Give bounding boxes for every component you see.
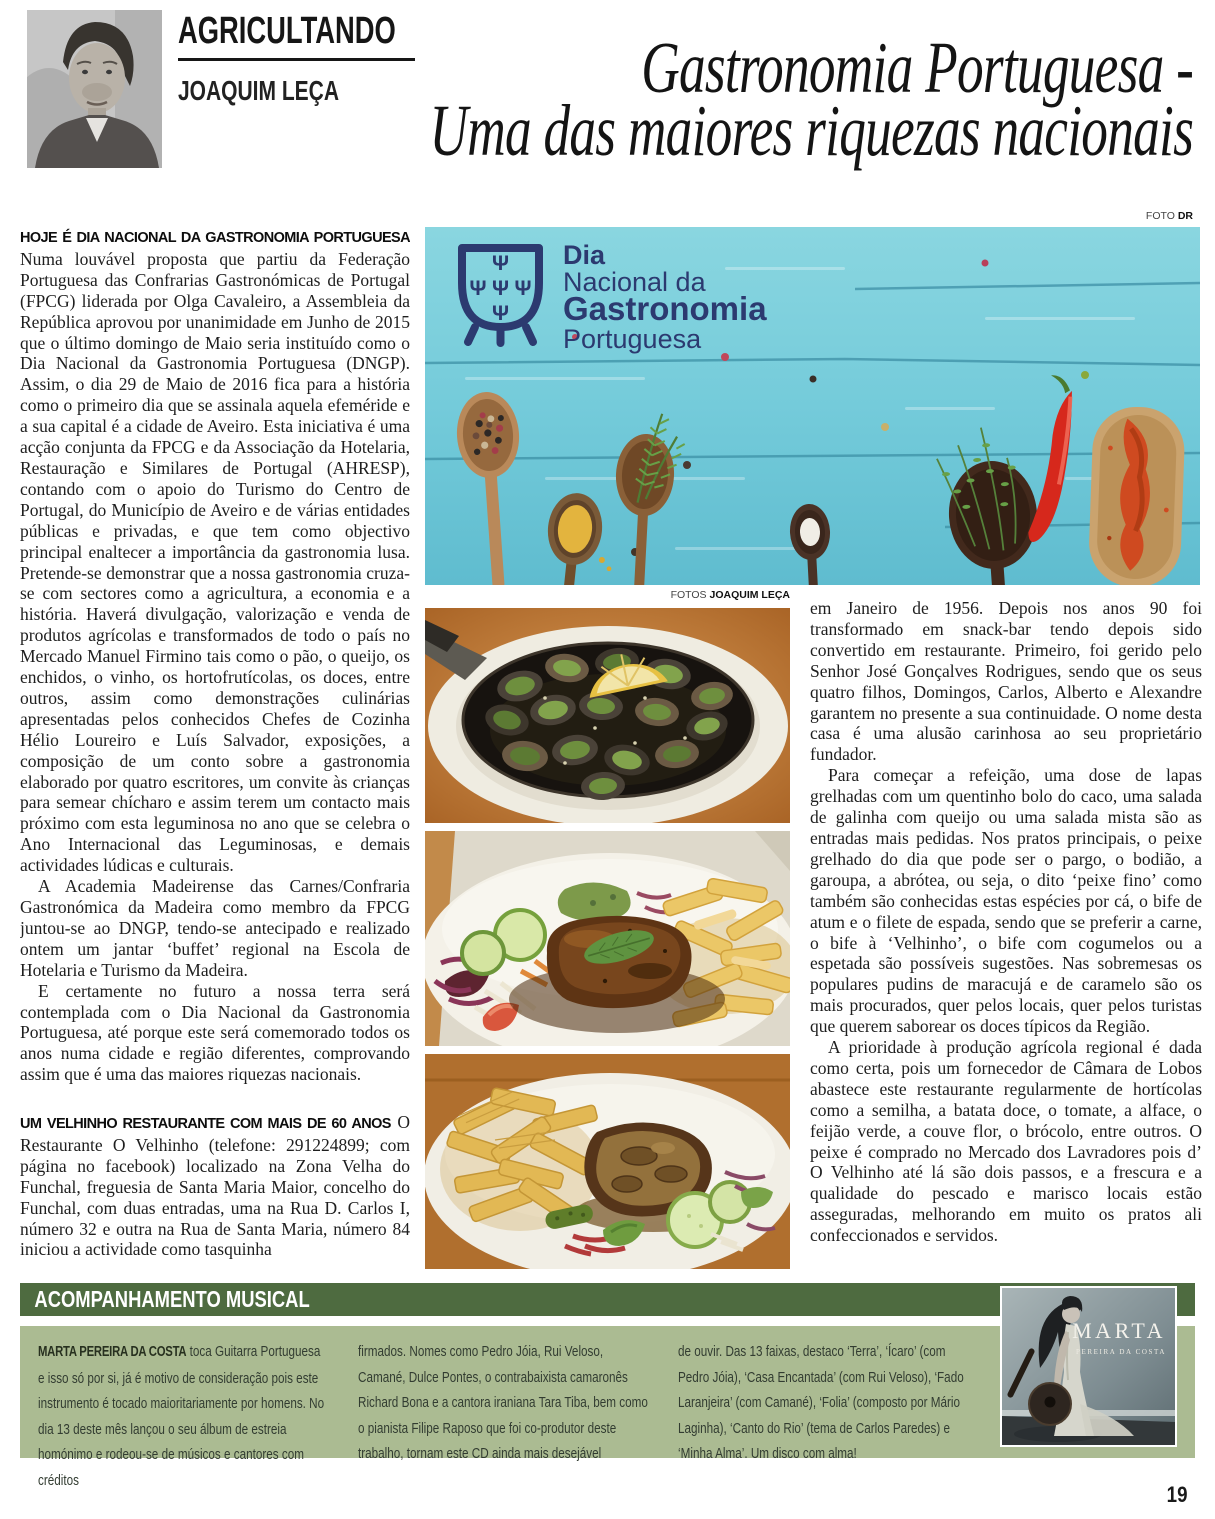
photo-credit-name: DR	[1177, 210, 1193, 222]
article-paragraph	[20, 1112, 410, 1260]
article-paragraph: E certamente no futuro a nossa terra será contemplada com o Dia Nacional da Gastronomia Portuguesa, até porque este será comemorado todos os anos numa cidade e região diferentes, comprovando assim que é uma das maiores riquezas nacionais.	[20, 980, 410, 1085]
main-photo	[425, 227, 1200, 585]
logo-text-nacional-da: Nacional da	[563, 267, 706, 297]
article-paragraph: A prioridade à produção agrícola regional é dada como certa, pois um fornecedor de Câmara de Lobos abastece este restaurante regularmente de hortícolas como a semilha, a batata doce, o tomate, a alface, o feijão verde, a couve flor, o brócolo, entre outros. O peixe é comprado no Mercado dos Lavradores pois d’ O Velhinho até lá são dois passos, e a frescura e a qualidade do pescado e marisco locais estão asseguradas, melhorando em muito os pratos ali confeccionados e servidos.	[810, 1037, 1202, 1246]
article-paragraph	[20, 226, 410, 876]
section-lead-in: HOJE É DIA NACIONAL DA GASTRONOMIA PORTUGUESA	[20, 230, 410, 246]
photo-credit-main	[1146, 210, 1193, 222]
paragraph-text: O Restaurante O Velhinho (telefone: 291224899; com página no facebook) localizado na Zona Velha do Funchal, freguesia de Santa Maria Maior, concelho do Funchal, com duas entradas, uma na Rua D. Carlos I, número 32 e outra na Rua de Santa Maria, número 84 iniciou a actividade como tasquinha	[20, 1112, 410, 1260]
headline-line-2: Uma das maiores riquezas nacionais	[429, 90, 1193, 171]
section-lead-in: UM VELHINHO RESTAURANTE COM MAIS DE 60 ANOS	[20, 1116, 391, 1132]
logo-text-gastronomia: Gastronomia	[563, 290, 767, 327]
photo-credit-prefix: FOTOS	[670, 589, 707, 601]
fork-icon: Ψ	[469, 277, 487, 300]
food-photo-grilled-limpets	[425, 608, 790, 823]
paprika-scoop	[1088, 405, 1186, 585]
music-column-3: de ouvir. Das 13 faixas, destaco ‘Terra’, ‘Ícaro’ (com Pedro Jóia), ‘Casa Encantada’ (com Rui Veloso), ‘Fado Laranjeira’ (com Camané), ‘Folia’ (composto por Mário Laginha), ‘Canto do Rio’ (tema de Carlos Paredes) e ‘Minha Alma’. Um disco com alma!	[678, 1343, 964, 1462]
fork-icon: Ψ	[492, 302, 509, 325]
album-cover	[1000, 1286, 1177, 1447]
photo-credit-food	[425, 589, 790, 601]
photo-credit-name: JOAQUIM LEÇA	[709, 589, 790, 601]
logo-text-portuguesa: Portuguesa	[563, 324, 702, 354]
column-author: JOAQUIM LEÇA	[178, 75, 340, 106]
author-portrait-image	[27, 10, 162, 168]
paragraph-text: Numa louvável proposta que partiu da Federação Portuguesa das Confrarias Gastronómicas de Portugal (FPCG) liderada por Olga Cavaleiro, a Assembleia da República aprovou por unanimidade em Junho de 2015 que o último domingo de Maio seria instituído como o Dia Nacional da Gastronomia Portuguesa (DNGP). Assim, o dia 29 de Maio de 2016 fica para a história como o primeiro dia que se assinala aquela efeméride e a sua capital é a cidade de Aveiro. Esta iniciativa é uma acção conjunta da FPCG e da Associação da Hotelaria, Restauração e Similares de Portugal (AHRESP), contando com o apoio do Turismo do Centro de Portugal, do Município de Aveiro e de várias entidades públicas e privadas, e que tem como objectivo principal enaltecer a importância da gastronomia lusa. Pretende-se demonstrar que a nossa gastronomia cruza-se com sectores como a agricultura, a economia e a história. Haverá divulgação, valorização e venda de produtos agrícolas e transformados de todo o país no Mercado Manuel Firmino tais como o pão, o queijo, os enchidos, o vinho, os hortofrutícolas, os doces, entre outros, assim como demonstrações culinárias apresentadas pelos conhecidos Chefes de Cozinha Hélio Loureiro e Luís Salvador, exposições, a composição de um conto sobre a gastronomia elaborado por quatro escritores, um convite às crianças para semear chícharo e assim terem um contacto mais próximo com esta leguminosa no ano que se celebra o Ano Internacional das Leguminosas, e demais actividades lúdicas e culturais.	[20, 248, 410, 876]
logo-text-dia: Dia	[563, 240, 606, 270]
article-right-column	[810, 598, 1202, 1270]
article-left-column-continued	[20, 1112, 410, 1272]
album-title: MARTA	[1072, 1318, 1166, 1343]
column-rule	[178, 58, 415, 61]
music-section-title: ACOMPANHAMENTO MUSICAL	[34, 1286, 310, 1312]
music-column-1	[38, 1339, 330, 1493]
food-photo-steak-mushroom	[425, 1054, 790, 1269]
fork-icon: Ψ	[514, 277, 532, 300]
article-paragraph: em Janeiro de 1956. Depois nos anos 90 foi transformado em snack-bar tendo depois sido convertido em restaurante. Primeiro, foi gerido pelo Senhor José Gonçalves Rodrigues, sendo que os seus quatro filhos, Domingos, Carlos, Alberto e Alexandre garantem no presente a sua continuidade. O nome desta casa é uma alusão carinhosa ao seu proprietário fundador.	[810, 598, 1202, 765]
food-photo-steak-basil	[425, 831, 790, 1046]
music-text: toca Guitarra Portuguesa e isso só por si, já é motivo de consideração pois este instrumento é tocado maioritariamente por homens. No dia 13 deste mês lançou o seu álbum de estreia homónimo e rodeou-se de músicos e cantores com créditos	[38, 1343, 325, 1489]
fork-icon: Ψ	[492, 252, 509, 275]
music-column-2: firmados. Nomes como Pedro Jóia, Rui Veloso, Camané, Dulce Pontes, o contrabaixista camaronês Richard Bona e a cantora iraniana Tara Tiba, bem como o pianista Filipe Raposo que foi co-produtor deste trabalho, tornam este CD ainda mais desejável	[358, 1343, 648, 1462]
fork-icon: Ψ	[492, 277, 509, 300]
page-number: 19	[1166, 1482, 1187, 1507]
album-subtitle: PEREIRA DA COSTA	[1076, 1348, 1166, 1356]
author-portrait	[27, 10, 162, 168]
column-title: AGRICULTANDO	[178, 10, 396, 52]
article-paragraph: A Academia Madeirense das Carnes/Confraria Gastronómica da Madeira como membro da FPCG juntou-se ao DNGP, tendo-se antecipado e realizado ontem um jantar ‘buffet’ regional na Escola de Hotelaria e Turismo da Madeira.	[20, 876, 410, 980]
photo-credit-prefix: FOTO	[1145, 210, 1175, 222]
headline-line-1: Gastronomia Portuguesa -	[641, 27, 1193, 108]
article-left-column	[20, 226, 410, 1110]
music-lead-in: MARTA PEREIRA DA COSTA	[38, 1344, 187, 1360]
headline	[429, 27, 1193, 171]
article-paragraph: Para começar a refeição, uma dose de lapas grelhadas com um quentinho bolo do caco, uma salada de galinha com queijo ou uma salada mista são as entradas mais pedidas. Nos pratos principais, o peixe grelhado do dia que pode ser o pargo, o bodião, a garoupa, a abrótea, ou seja, o dito ‘peixe fino’ como também são conhecidas estas espécies por cá, o bife de atum e o filete de espada, sendo que se preferir a carne, o bife à ‘Velhinho’, o bife com cogumelos ou a espetada são possíveis sugestões. Nas sobremesas os populares pudins de maracujá e de caramelo são os mais procurados, quer pelos locais, quer pelos turistas que querem saborear os doces típicos da Região.	[810, 765, 1202, 1037]
